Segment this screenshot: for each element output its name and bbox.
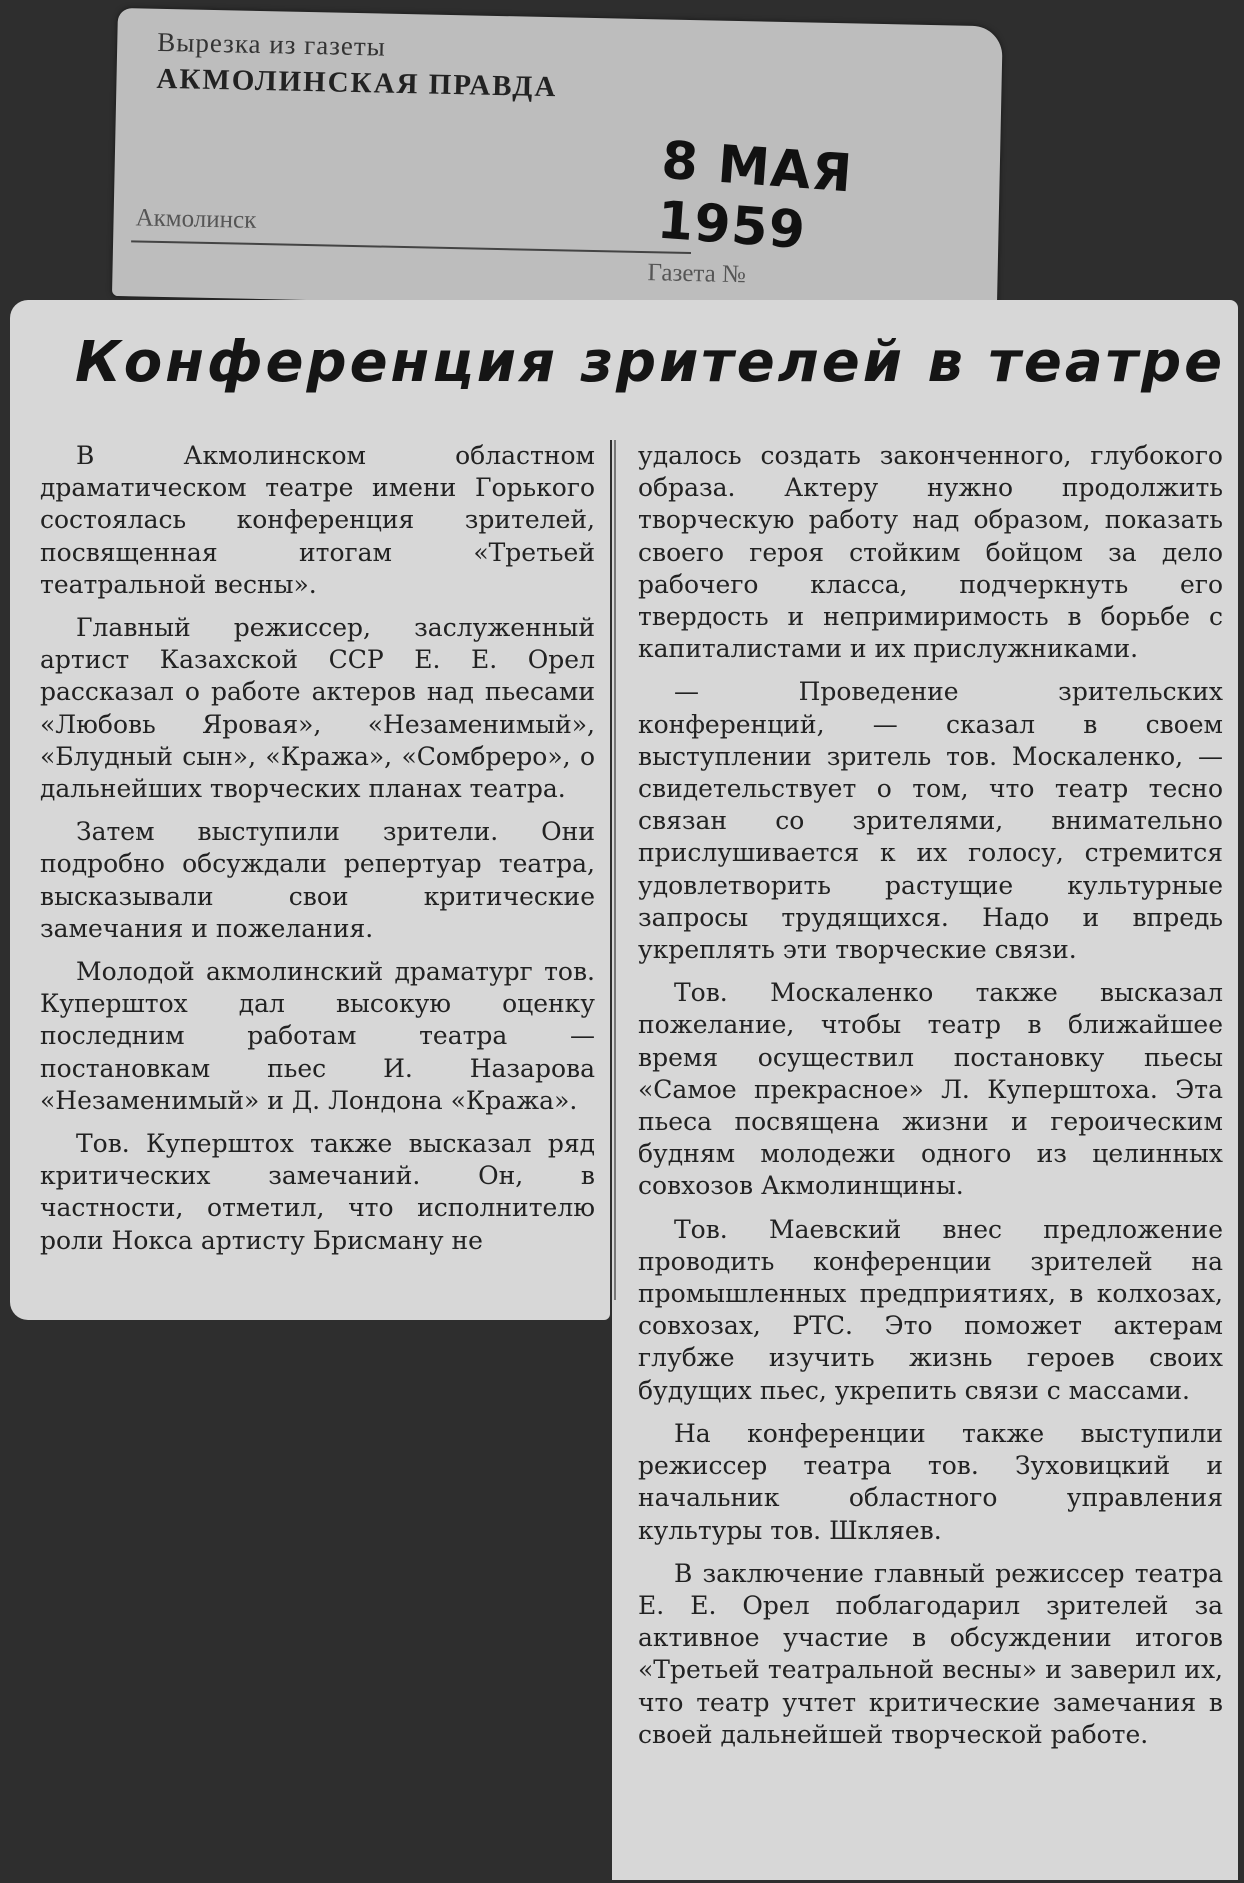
paragraph-continuation: удалось создать законченного, глубокого образа. Актеру нужно продолжить творческую работу над образом, показать своего героя стойким бойцом за дело рабочего класса, подчеркнуть его твердость и непримиримость в борьбе с капиталистами и их прислужниками. (638, 441, 1223, 664)
paragraph: Молодой акмолинский драматург тов. Куперштох дал высокую оценку последним работам театра — постановкам пьес И. Назарова «Незаменимый» и Д. Лондона «Кража». (40, 957, 595, 1115)
paragraph: В Акмолинском областном драматическом театре имени Горького состоялась конференция зрителей, посвященная итогам «Третьей театральной весны». (40, 441, 595, 599)
paragraph: Тов. Куперштох также высказал ряд критических замечаний. Он, в частности, отметил, что исполнителю роли Нокса артисту Брисману не (40, 1129, 595, 1255)
column-divider (614, 440, 616, 1300)
paragraph: Тов. Москаленко также высказал пожелание, чтобы театр в ближайшее время осуществил постановку пьесы «Самое прекрасное» Л. Куперштоха. Эта пьеса посвящена жизни и героическим будням молодежи одного из целинных совхозов Акмолинщины. (638, 978, 1223, 1201)
article-headline: Конференция зрителей в театре (75, 330, 1226, 395)
stamp-source-label: Вырезка из газеты (156, 26, 387, 62)
paragraph: — Проведение зрительских конференций, — сказал в своем выступлении зритель тов. Москаленко, — свидетельствует о том, что театр тесно связан со зрителями, внимательно прислушивается к их голосу, стремится удовлетворить растущие культурные запросы трудящихся. Надо и впредь укреплять эти творческие связи. (638, 677, 1223, 965)
paragraph: Главный режиссер, заслуженный артист Казахской ССР Е. Е. Орел рассказал о работе актеров над пьесами «Любовь Яровая», «Незаменимый», «Блудный сын», «Кража», «Сомбреро», о дальнейших творческих планах театра. (40, 613, 595, 804)
stamp-date: 8 МАЯ 1959 (655, 130, 855, 262)
paragraph: В заключение главный режиссер театра Е. Е. Орел поблагодарил зрителей за активное участие в обсуждении итогов «Третьей театральной весны» и заверил их, что театр учтет критические замечания в своей дальнейшей творческой работе. (638, 1558, 1223, 1749)
stamp-newspaper-name: АКМОЛИНСКАЯ ПРАВДА (156, 62, 558, 104)
stamp-rule (131, 240, 691, 254)
clipping-stamp (112, 8, 1003, 314)
paragraph: На конференции также выступили режиссер театра тов. Зуховицкий и начальник областного управления культуры тов. Шкляев. (638, 1418, 1223, 1545)
paragraph: Затем выступили зрители. Они подробно обсуждали репертуар театра, высказывали свои критические замечания и пожелания. (40, 817, 595, 943)
article-right-column (638, 440, 1223, 1762)
paragraph: Тов. Маевский внес предложение проводить конференции зрителей на промышленных предприятиях, в колхозах, совхозах, РТС. Это поможет актерам глубже изучить жизнь героев своих будущих пьес, укрепить связи с массами. (638, 1214, 1223, 1405)
stamp-city: Акмолинск (135, 204, 257, 234)
stamp-gazeta-number: Газета № (647, 259, 747, 289)
article-left-column (40, 440, 595, 1268)
